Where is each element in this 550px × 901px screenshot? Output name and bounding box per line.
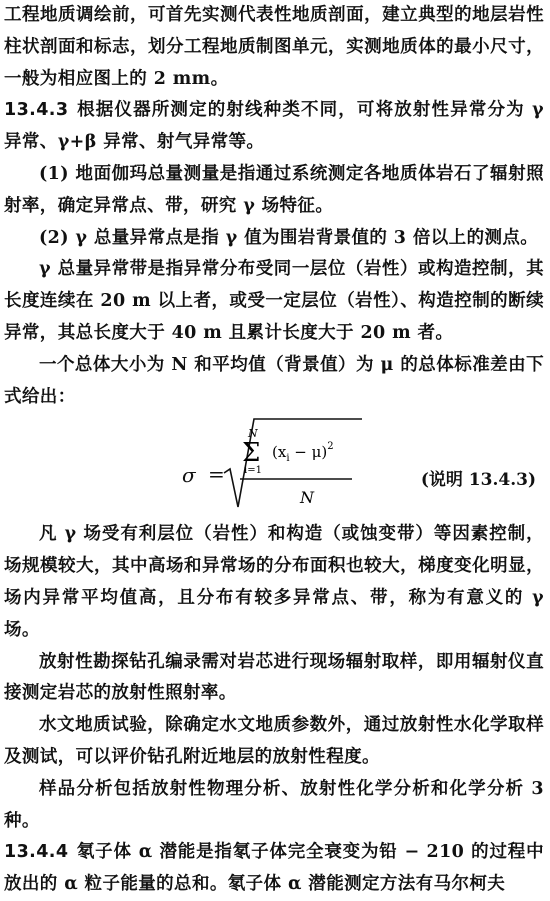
section-number: 13.4.4 (4, 842, 69, 863)
formula-radical (222, 415, 362, 515)
formula-equals: = (208, 462, 225, 487)
paragraph-6: 一个总体大小为 N 和平均值（背景值）为 μ 的总体标准差由下式给出： (4, 354, 544, 407)
sum-upper-limit: N (248, 427, 258, 441)
denominator: N (300, 488, 314, 508)
paragraph-1: 工程地质调绘前，可首先实测代表性地质剖面，建立典型的地层岩性柱状剖面和标志，划分工程地质制图单元，实测地质体的最小尺寸，一般为相应图上的 2 mm。 (4, 5, 544, 89)
paragraph-2: 13.4.3 根据仪器所测定的射线种类不同，可将放射性异常分为 γ 异常、γ+β 异常、射气异常等。 (4, 100, 544, 153)
paragraph-3: (1) 地面伽玛总量测量是指通过系统测定各地质体岩石了辐射照射率，确定异常点、带，研究 γ 场特征。 (4, 163, 544, 216)
paragraph-4: (2) γ 总量异常点是指 γ 值为围岩背景值的 3 倍以上的测点。 (39, 227, 539, 248)
paragraph-5: γ 总量异常带是指异常分布受同一层位（岩性）或构造控制，其长度连续在 20 m 以上者，或受一定层位（岩性）、构造控制的断续异常，其总长度大于 40 m 且累计长度大于 20 m 者。 (4, 259, 544, 343)
paragraph-8: 放射性勘探钻孔编录需对岩芯进行现场辐射取样，即用辐射仪直接测定岩芯的放射性照射率。 (4, 651, 544, 704)
numerator: $(x_i - \mu)^2$ (272, 441, 334, 465)
section-number: 13.4.3 (4, 100, 69, 121)
formula-lhs: σ (182, 463, 196, 488)
formula-label: (说明 13.4.3) (420, 470, 536, 491)
paragraph-7: 凡 γ 场受有利层位（岩性）和构造（或蚀变带）等因素控制，场规模较大，其中高场和异常场的分布面积也较大，梯度变化明显，场内异常平均值高，且分布有较多异常点、带，称为有意义的 γ 场。 (4, 524, 544, 640)
sum-symbol: Σ (242, 438, 261, 469)
formula-block (4, 415, 544, 515)
sum-lower-limit: i=1 (244, 465, 262, 477)
paragraph-10: 样品分析包括放射性物理分析、放射性化学分析和化学分析 3 种。 (4, 778, 544, 831)
paragraph-9: 水文地质试验，除确定水文地质参数外，通过放射性水化学取样及测试，可以评价钻孔附近地层的放射性程度。 (4, 715, 544, 767)
paragraph-11: 13.4.4 氡子体 α 潜能是指氡子体完全衰变为铅 − 210 的过程中放出的 α 粒子能量的总和。氡子体 α 潜能测定方法有马尔柯夫 (4, 842, 544, 895)
